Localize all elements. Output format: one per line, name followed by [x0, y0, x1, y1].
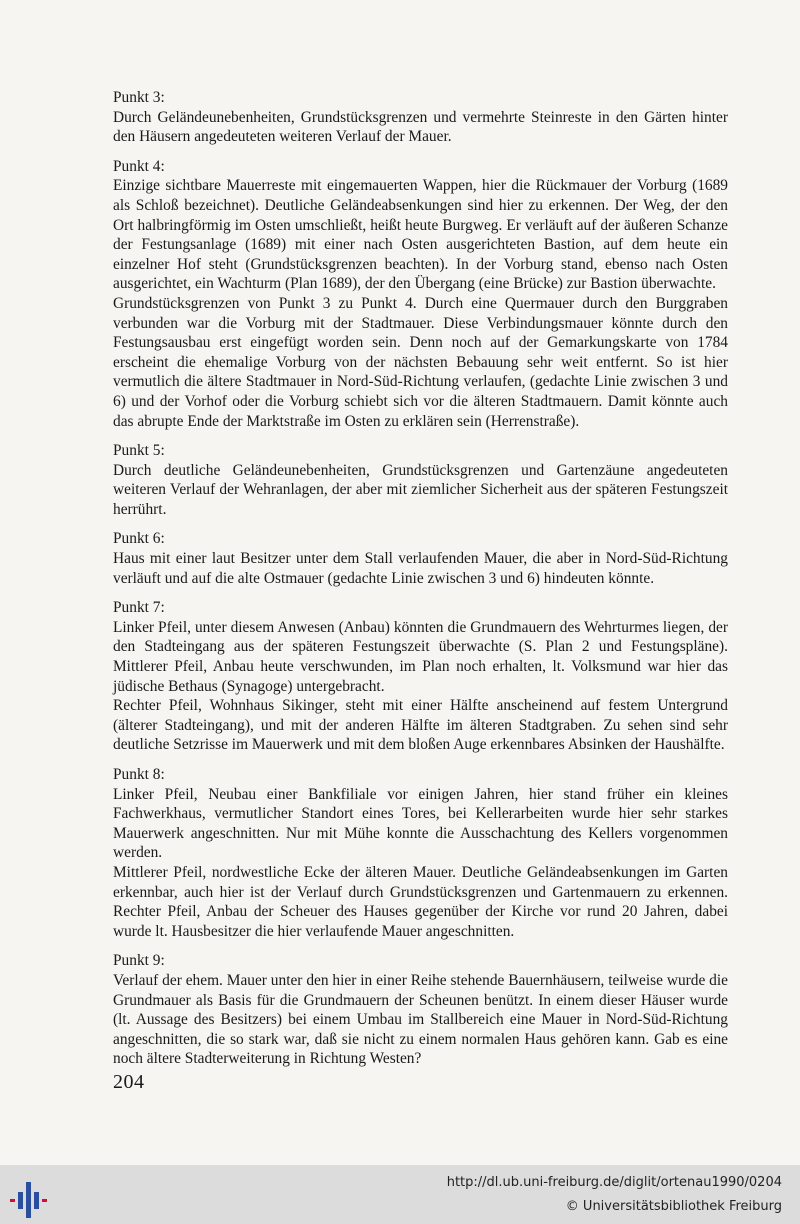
- section-paragraph: Durch Geländeunebenheiten, Grundstücksgrenzen und vermehrte Steinreste in den Gärten hinter den Häusern angedeuteten weiteren Verlauf der Mauer.: [113, 108, 728, 146]
- section-punkt-5: [113, 441, 728, 519]
- section-punkt-4: [113, 157, 728, 431]
- section-paragraph: Durch deutliche Geländeunebenheiten, Grundstücksgrenzen und Gartenzäune angedeuteten weiteren Verlauf der Wehranlagen, der aber mit ziemlicher Sicherheit aus der späteren Festungszeit herrührt.: [113, 461, 728, 518]
- ub-freiburg-logo-icon: [8, 1178, 48, 1218]
- section-heading: Punkt 4:: [113, 157, 165, 175]
- section-heading: Punkt 5:: [113, 442, 165, 460]
- section-punkt-7: [113, 598, 728, 755]
- section-punkt-3: [113, 88, 728, 147]
- section-paragraph: Mittlerer Pfeil, nordwestliche Ecke der älteren Mauer. Deutliche Geländeabsenkungen im Garten erkennbar, auch hier ist der Verlauf durch Grundstücksgrenzen und Gartenmauern zu erkennen. Rechter Pfeil, Anbau der Scheuer des Hauses gegenüber der Kirche vor rund 20 Jahren, dabei wurde lt. Hausbesitzer die hier verlaufende Mauer angeschnitten.: [113, 863, 728, 940]
- footer-bar: [0, 1165, 800, 1224]
- section-punkt-9: [113, 951, 728, 1069]
- section-paragraph: Linker Pfeil, unter diesem Anwesen (Anbau) könnten die Grundmauern des Wehrturmes liegen, der den Stadteingang aus der späteren Festungszeit überwachte (S. Plan 2 und Festungspläne). Mittlerer Pfeil, Anbau heute verschwunden, im Plan noch erhalten, lt. Volksmund war hier das jüdische Bethaus (Synagoge) untergebracht.: [113, 618, 728, 695]
- section-paragraph: Grundstücksgrenzen von Punkt 3 zu Punkt 4. Durch eine Quermauer durch den Burggraben verbunden war die Vorburg mit der Stadtmauer. Diese Verbindungsmauer könnte durch den Festungsausbau erst eingefügt worden sein. Denn noch auf der Gemarkungskarte von 1784 erscheint die ehemalige Vorburg von der nächsten Bebauung sehr weit entfernt. So ist hier vermutlich die ältere Stadtmauer in Nord-Süd-Richtung verlaufen, (gedachte Linie zwischen 3 und 6) und der Vorhof oder die Vorburg schiebt sich vor die älteren Stadtmauern. Damit könnte auch das abrupte Ende der Marktstraße im Osten zu erklären sein (Herrenstraße).: [113, 294, 728, 430]
- page-number: 204: [113, 1071, 145, 1093]
- section-paragraph: Rechter Pfeil, Wohnhaus Sikinger, steht mit einer Hälfte anscheinend auf festem Untergrund (älterer Stadteingang), und mit der anderen Hälfte im älteren Stadtgraben. Zu sehen sind sehr deutliche Setzrisse im Mauerwerk und mit dem bloßen Auge erkennbares Absinken der Haushälfte.: [113, 697, 728, 754]
- section-paragraph: Haus mit einer laut Besitzer unter dem Stall verlaufenden Mauer, die aber in Nord-Süd-Richtung verläuft und auf die alte Ostmauer (gedachte Linie zwischen 3 und 6) hindeuten könnte.: [113, 550, 728, 587]
- section-heading: Punkt 9:: [113, 952, 165, 970]
- section-paragraph: Verlauf der ehem. Mauer unter den hier in einer Reihe stehende Bauernhäusern, teilweise wurde die Grundmauer als Basis für die Grundmauern der Scheunen benützt. In einem dieser Häuser wurde (lt. Aussage des Besitzers) bei einem Umbau im Stallbereich eine Mauer in Nord-Süd-Richtung angeschnitten, die so stark war, daß sie nicht zu einem normalen Haus gehören kann. Gab es eine noch ältere Stadterweiterung in Richtung Westen?: [113, 971, 728, 1068]
- copyright-text: © Universitätsbibliothek Freiburg: [565, 1199, 782, 1214]
- source-url-link[interactable]: http://dl.ub.uni-freiburg.de/diglit/ortenau1990/0204: [446, 1175, 782, 1190]
- section-paragraph: Einzige sichtbare Mauerreste mit eingemauerten Wappen, hier die Rückmauer der Vorburg (1689 als Schloß bezeichnet). Deutliche Geländeabsenkungen sind hier zu erkennen. Der Weg, der den Ort halbringförmig im Osten umschließt, heißt heute Burgweg. Er verläuft auf der äußeren Schanze der Festungsanlage (1689) mit einer nach Osten ausgerichteten Bastion, auf dem heute ein einzelner Hof steht (Grundstücksgrenzen beachten). In der Vorburg stand, ebenso nach Osten ausgerichtet, ein Wachturm (Plan 1689), der den Übergang (eine Brücke) zur Bastion überwachte.: [113, 177, 728, 293]
- section-punkt-6: [113, 529, 728, 588]
- section-heading: Punkt 3:: [113, 89, 165, 106]
- section-paragraph: Linker Pfeil, Neubau einer Bankfiliale vor einigen Jahren, hier stand früher ein kleines Fachwerkhaus, vermutlicher Standort eines Tores, bei Kellerarbeiten wurde hier sehr starkes Mauerwerk angeschnitten. Nur mit Mühe konnte die Ausschachtung des Kellers vorgenommen werden.: [113, 785, 728, 862]
- body-text: [113, 88, 728, 1079]
- section-punkt-8: [113, 765, 728, 941]
- section-heading: Punkt 8:: [113, 766, 165, 783]
- section-heading: Punkt 7:: [113, 599, 165, 617]
- section-heading: Punkt 6:: [113, 530, 165, 548]
